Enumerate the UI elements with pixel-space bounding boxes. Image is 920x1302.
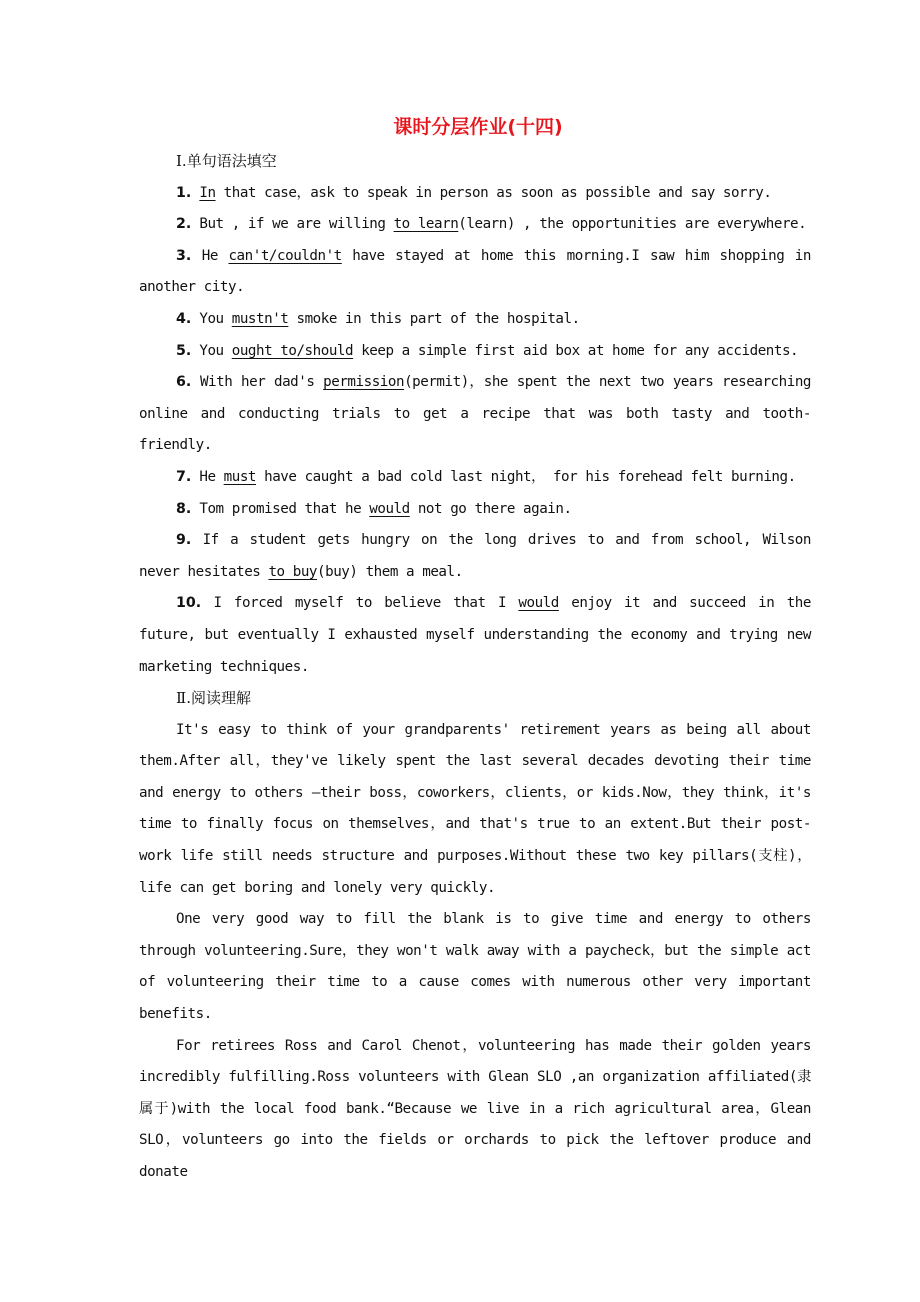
item-number: 10. — [176, 595, 202, 612]
item-number: 9. — [176, 532, 192, 549]
section-heading-reading: Ⅱ.阅读理解 — [176, 689, 251, 708]
grammar-item — [139, 462, 811, 494]
item-answer: In — [199, 184, 216, 201]
item-answer: permission — [323, 374, 405, 391]
grammar-item — [139, 367, 811, 462]
item-answer: must — [223, 468, 257, 485]
passage-paragraph: One very good way to fill the blank is to give time and energy to others through volunteering.Sure，they won't walk away with a paycheck，but the simple act of volunteering their time to a cause comes with numerous other very important benefits. — [139, 911, 811, 1023]
item-answer: ought to/should — [231, 342, 354, 359]
grammar-items — [139, 178, 811, 684]
item-text-after: smoke in this part of the hospital. — [288, 310, 580, 327]
item-text-before: You — [191, 342, 232, 359]
item-text-before: If a student gets hungry on the long drives to and from school, Wilson never hesitates — [139, 532, 811, 580]
item-text-after: (buy) them a meal. — [317, 563, 463, 580]
grammar-item — [139, 588, 811, 683]
grammar-item — [139, 178, 811, 210]
item-number: 3. — [176, 247, 192, 264]
item-text-before: I forced myself to believe that I — [201, 595, 519, 612]
item-text-after: (permit)，she spent the next two years researching online and conducting trials to get a recipe that was both tasty and tooth-friendly. — [139, 374, 811, 454]
item-number: 1. — [176, 184, 192, 201]
reading-passage — [139, 715, 811, 1189]
item-text-after: (learn) , the opportunities are everywhere. — [458, 216, 807, 233]
item-text-before: With her dad's — [191, 374, 324, 391]
item-number: 7. — [176, 468, 192, 485]
document-title: 课时分层作业(十四) — [393, 116, 563, 138]
grammar-item — [139, 336, 811, 368]
item-number: 4. — [176, 310, 192, 327]
item-text-after: keep a simple first aid box at home for any accidents. — [353, 342, 799, 359]
item-number: 8. — [176, 500, 192, 517]
item-text-before: But , if we are willing — [191, 216, 394, 233]
item-answer: would — [518, 595, 559, 612]
item-answer: can't/couldn't — [228, 247, 342, 264]
item-text-before: He — [191, 468, 224, 485]
item-text-before: Tom promised that he — [191, 500, 370, 517]
item-answer: to learn — [393, 216, 459, 233]
item-number: 2. — [176, 216, 192, 233]
item-number: 5. — [176, 342, 192, 359]
item-text-after: enjoy it and succeed in the future, but eventually I exhausted myself understanding the economy and trying new marketing techniques. — [139, 595, 811, 675]
grammar-item — [139, 241, 811, 304]
item-text-before: He — [191, 247, 229, 264]
item-text-after: not go there again. — [409, 500, 572, 517]
passage-paragraph: For retirees Ross and Carol Chenot，volunteering has made their golden years incredibly fulfilling.Ross volunteers with Glean SLO ,an organization affiliated(隶属于)with the local food bank.“Because we live in a rich agricultural area，Glean SLO，volunteers go into the fields or orchards to pick the leftover produce and donate — [139, 1037, 811, 1180]
item-number: 6. — [176, 374, 192, 391]
section-heading-grammar: Ⅰ.单句语法填空 — [176, 152, 277, 170]
document-page — [139, 112, 811, 1189]
item-text-after: have caught a bad cold last night， for his forehead felt burning. — [256, 468, 796, 485]
item-answer: mustn't — [231, 310, 289, 327]
grammar-item — [139, 525, 811, 588]
item-text-after: that case，ask to speak in person as soon as possible and say sorry. — [215, 184, 772, 201]
grammar-item — [139, 494, 811, 526]
item-text-before: You — [191, 310, 232, 327]
item-answer: would — [369, 500, 410, 517]
grammar-item — [139, 209, 811, 241]
item-text-after: have stayed at home this morning.I saw him shopping in another city. — [139, 247, 811, 296]
passage-paragraph: It's easy to think of your grandparents' retirement years as being all about them.After all，they've likely spent the last several decades devoting their time and energy to others —their boss，coworkers，clients，or kids.Now，they think，it's time to finally focus on themselves，and that's true to an extent.But their post-work life still needs structure and purposes.Without these two key pillars(支柱)，life can get boring and lonely very quickly. — [139, 721, 811, 896]
item-answer: to buy — [268, 563, 318, 580]
grammar-item — [139, 304, 811, 336]
